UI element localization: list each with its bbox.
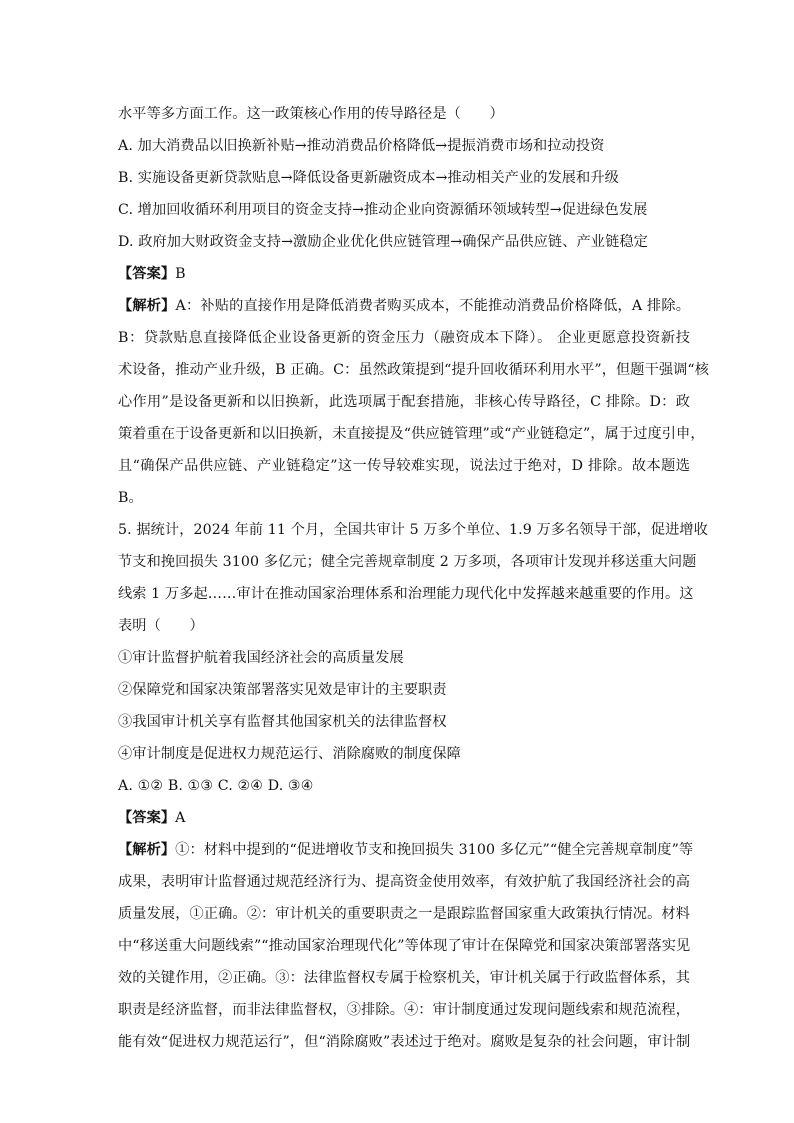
- q4-answer: [118, 258, 690, 290]
- q4-analysis-line: 心作用”是设备更新和以旧换新，此选项属于配套措施，非核心传导路径，C 排除。D：政: [118, 394, 690, 410]
- q5-stem-line: 表明（ ）: [118, 618, 204, 634]
- analysis-text: ①：材料中提到的“促进增收节支和挽回损失 3100 多亿元”“健全完善规章制度”等: [175, 842, 694, 858]
- q5-analysis-line: 成果，表明审计监督通过规范经济行为、提高资金使用效率，有效护航了我国经济社会的高: [118, 874, 690, 890]
- q5-analysis-line: [118, 834, 694, 866]
- analysis-text: A：补贴的直接作用是降低消费者购买成本，不能推动消费品价格降低，A 排除。: [175, 298, 690, 314]
- q4-option-d: D. 政府加大财政资金支持→激励企业优化供应链管理→确保产品供应链、产业链稳定: [118, 234, 648, 250]
- q4-analysis-line: 策着重在于设备更新和以旧换新，未直接提及“供应链管理”或“产业链稳定”，属于过度引申，: [118, 426, 705, 442]
- q4-option-a: A. 加大消费品以旧换新补贴→推动消费品价格降低→提振消费市场和拉动投资: [118, 138, 605, 154]
- q4-option-c: C. 增加回收循环利用项目的资金支持→推动企业向资源循环领域转型→促进绿色发展: [118, 202, 648, 218]
- q5-statement-2: ②保障党和国家决策部署落实见效是审计的主要职责: [118, 682, 447, 698]
- q5-analysis-line: 中“移送重大问题线索”“推动国家治理现代化”等体现了审计在保障党和国家决策部署落实见: [118, 938, 691, 954]
- q5-statement-4: ④审计制度是促进权力规范运行、消除腐败的制度保障: [118, 746, 461, 762]
- q5-analysis-line: 质量发展，①正确。②：审计机关的重要职责之一是跟踪监督国家重大政策执行情况。材料: [118, 906, 690, 922]
- analysis-label: 【解析】: [118, 842, 176, 858]
- q4-analysis-line: [118, 290, 690, 322]
- answer-label: 【答案】: [118, 266, 176, 282]
- document-page: [118, 98, 710, 1058]
- q4-stem-tail: 水平等多方面工作。这一政策核心作用的传导路径是（ ）: [118, 106, 504, 122]
- q5-stem-line: 节支和挽回损失 3100 多亿元；健全完善规章制度 2 万多项，各项审计发现并移送重大问题: [118, 554, 697, 570]
- q5-stem-line: 5. 据统计，2024 年前 11 个月，全国共审计 5 万多个单位、1.9 万多名领导干部，促进增收: [118, 522, 708, 538]
- q5-answer: [118, 802, 690, 834]
- answer-value: A: [175, 810, 186, 826]
- answer-label: 【答案】: [118, 810, 176, 826]
- q5-statement-1: ①审计监督护航着我国经济社会的高质量发展: [118, 650, 404, 666]
- q4-analysis-line: 术设备，推动产业升级，B 正确。C：虽然政策提到“提升回收循环利用水平”，但题干强调“核: [118, 362, 710, 378]
- q5-analysis-line: 职责是经济监督，而非法律监督权，③排除。④：审计制度通过发现问题线索和规范流程，: [118, 1002, 690, 1018]
- q5-analysis-line: 能有效“促进权力规范运行”，但“消除腐败”表述过于绝对。腐败是复杂的社会问题，审计制: [118, 1034, 691, 1050]
- analysis-label: 【解析】: [118, 298, 176, 314]
- q4-analysis-line: B。: [118, 490, 143, 506]
- answer-value: B: [175, 266, 186, 282]
- q4-analysis-line: 且“确保产品供应链、产业链稳定”这一传导较难实现，说法过于绝对，D 排除。故本题选: [118, 458, 690, 474]
- q5-statement-3: ③我国审计机关享有监督其他国家机关的法律监督权: [118, 714, 447, 730]
- q5-choices: A. ①② B. ①③ C. ②④ D. ③④: [118, 778, 314, 794]
- q5-stem-line: 线索 1 万多起……审计在推动国家治理体系和治理能力现代化中发挥越来越重要的作用。这: [118, 586, 694, 602]
- q5-analysis-line: 效的关键作用，②正确。③：法律监督权专属于检察机关，审计机关属于行政监督体系，其: [118, 970, 690, 986]
- q4-analysis-line: B：贷款贴息直接降低企业设备更新的资金压力（融资成本下降）。 企业更愿意投资新技: [118, 330, 690, 346]
- q4-option-b: B. 实施设备更新贷款贴息→降低设备更新融资成本→推动相关产业的发展和升级: [118, 170, 619, 186]
